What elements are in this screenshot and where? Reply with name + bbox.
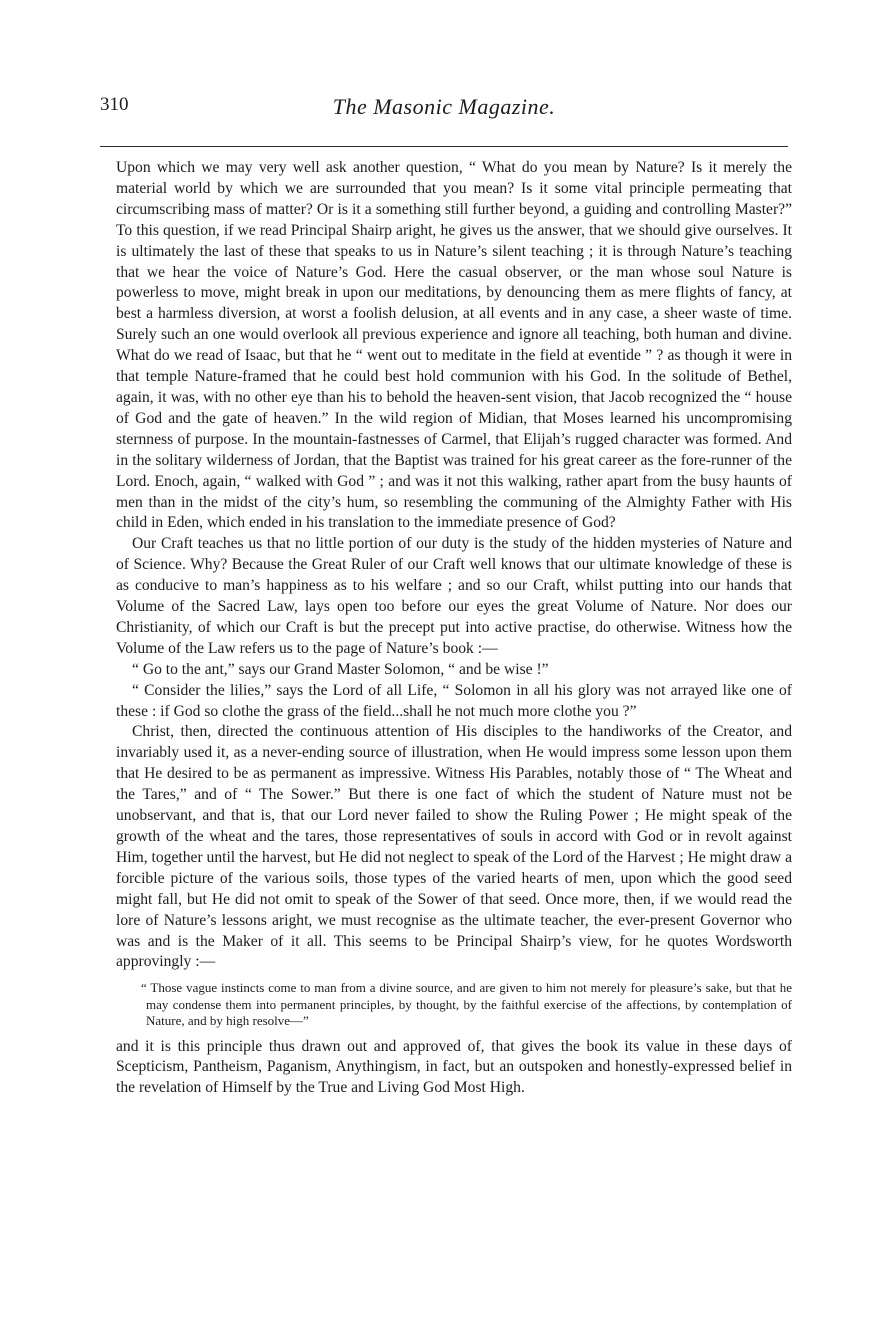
paragraph-closing: and it is this principle thus drawn out and approved of, that gives the book its value in these days of Scepticism, Pantheism, Paganism, Anythingism, in fact, but an outspoken and honestly-expressed belief in the revelation of Himself by the True and Living God Most High.: [116, 1037, 792, 1097]
article-body: [116, 158, 792, 1099]
paragraph-craft-teaches: Our Craft teaches us that no little portion of our duty is the study of the hidden mysteries of Nature and of Science. Why? Because the Great Ruler of our Craft well knows that our ultimate knowledge of these is as conducive to man’s happiness as to his welfare ; and so our Craft, whilst putting into our hands that Volume of the Sacred Law, lays open too before our eyes the great Volume of Nature. Nor does our Christianity, of which our Craft is but the precept put into active practise, do otherwise. Witness how the Volume of the Law refers us to the page of Nature’s book :—: [116, 535, 792, 657]
block-quote-wordsworth: “ Those vague instincts come to man from a divine source, and are given to him not merely for pleasure’s sake, but that he may condense them into permanent principles, by thought, by the faithful exercise of the affections, by contemplation of Nature, and by high resolve—”: [141, 980, 792, 1029]
page-number: 310: [100, 94, 129, 115]
running-title: The Masonic Magazine.: [332, 94, 556, 119]
paragraph-christ-parables: Christ, then, directed the continuous attention of His disciples to the handiworks of the Creator, and invariably used it, as a never-ending source of illustration, when He would impress some lesson upon them that He desired to be as permanent as impressive. Witness His Parables, notably those of “ The Wheat and the Tares,” and of “ The Sower.” But there is one fact of which the student of Nature must not be unobservant, and that is, that our Lord never failed to show the Ruling Power ; He might speak of the growth of the wheat and the tares, those representatives of souls in accord with God or in revolt against Him, together until the harvest, but He did not neglect to speak of the Lord of the Harvest ; He might draw a forcible picture of the various soils, those types of the varied hearts of men, upon which the good seed might fall, but He did not omit to speak of the Sower of that seed. Once more, then, if we would read the lore of Nature’s lessons aright, we must recognise as the ultimate teacher, the ever-present Governor who was and is the Maker of it all. This seems to be Principal Shairp’s view, for he quotes Wordsworth approvingly :—: [116, 723, 792, 971]
paragraph-lilies-quote: “ Consider the lilies,” says the Lord of all Life, “ Solomon in all his glory was not arrayed like one of these : if God so clothe the grass of the field...shall he not much more clothe you ?”: [116, 681, 792, 720]
paragraph-solomon-quote: “ Go to the ant,” says our Grand Master Solomon, “ and be wise !”: [132, 660, 549, 678]
page-header: [100, 94, 788, 128]
paragraph-nature-question: Upon which we may very well ask another question, “ What do you mean by Nature? Is it merely the material world by which we are surrounded that you mean? Is it some vital principle permeating that circumscribing mass of matter? Or is it a something still further beyond, a guiding and controlling Master?” To this question, if we read Principal Shairp aright, he gives us the answer, that we should give ourselves. It is ultimately the last of these that speaks to us in Nature’s silent teaching ; it is through Nature’s teaching that we hear the voice of Nature’s God. Here the casual observer, or the man whose soul Nature is powerless to move, might break in upon our meditations, by denouncing them as mere flights of fancy, at best a harmless diversion, at worst a foolish delusion, at all events and in any case, a sheer waste of time. Surely such an one would overlook all previous experience and ignore all teaching, both human and divine. What do we read of Isaac, but that he “ went out to meditate in the field at eventide ” ? as though it were in that temple Nature-framed that he could best hold communion with his God. In the solitude of Bethel, again, it was, with no other eye than his to behold the heaven-sent vision, that Jacob recognized the “ house of God and the gate of heaven.” In the wild region of Midian, that Moses learned his uncompromising sternness of purpose. In the mountain-fastnesses of Carmel, that Elijah’s rugged character was formed. And in the solitary wilderness of Jordan, that the Baptist was trained for his great career as the fore-runner of the Lord. Enoch, again, “ walked with God ” ; and was it not this walking, rather apart from the busy haunts of men than in the midst of the city’s hum, so resembling the communing of the Almighty Father with His child in Eden, which ended in his translation to the immediate presence of God?: [116, 159, 792, 532]
header-rule: [100, 146, 788, 147]
